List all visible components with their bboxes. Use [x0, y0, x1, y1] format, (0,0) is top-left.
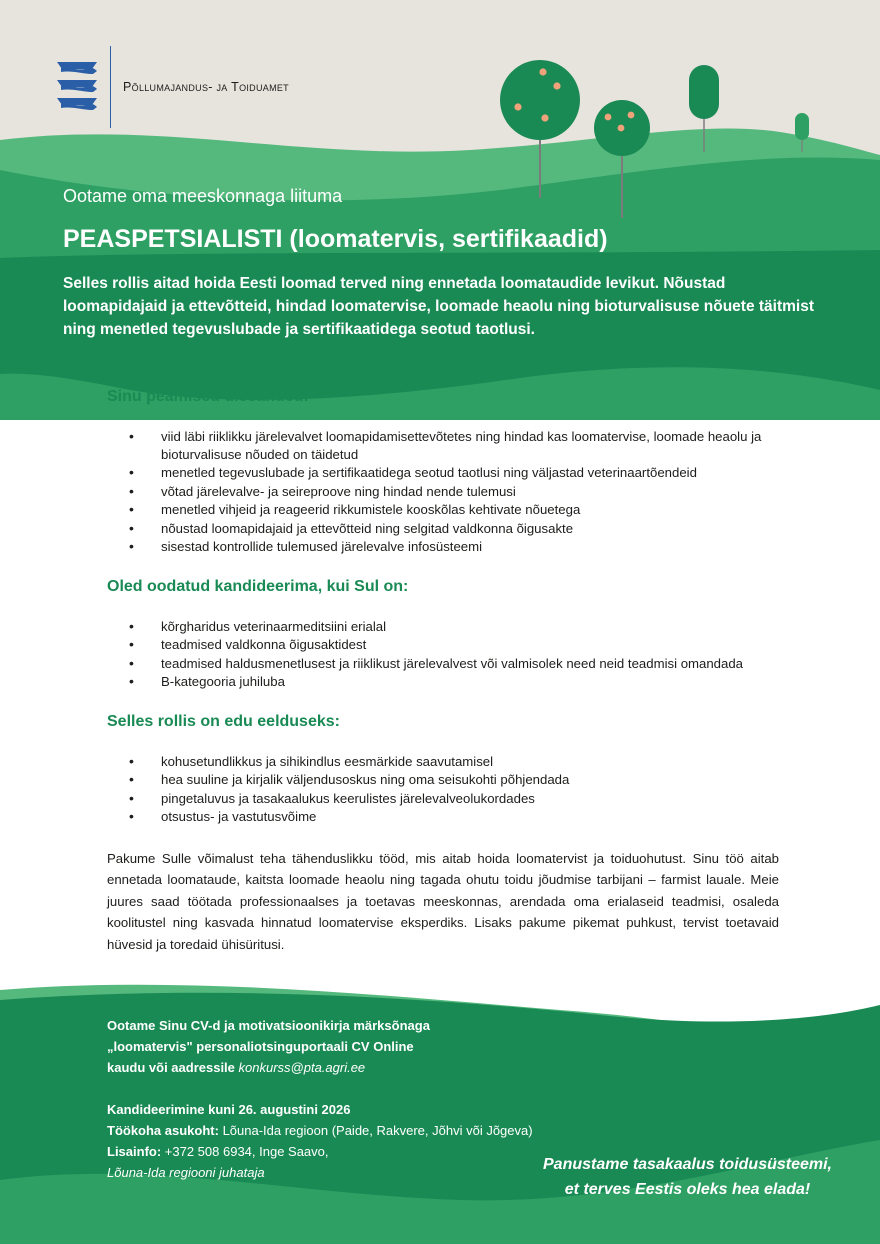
list-item: • menetled vihjeid ja reageerid rikkumistele kooskõlas kehtivate nõuetega	[107, 501, 779, 519]
list-item: • otsustus- ja vastutusvõime	[107, 808, 779, 826]
list-item: • võtad järelevalve- ja seireproove ning hindad nende tulemusi	[107, 483, 779, 501]
list-item: • nõustad loomapidajaid ja ettevõtteid ning selgitad valdkonna õigusakte	[107, 520, 779, 538]
contact-info	[107, 1141, 547, 1162]
section-requirements	[107, 578, 779, 691]
location	[107, 1120, 547, 1141]
list-item: • teadmised valdkonna õigusaktidest	[107, 636, 779, 654]
list-item: • pingetaluvus ja tasakaalukus keerulistes järelevalveolukordades	[107, 790, 779, 808]
location-label: Töökoha asukoht:	[107, 1123, 219, 1138]
email-link[interactable]: konkurss@pta.agri.ee	[238, 1060, 366, 1075]
apply-line	[107, 1057, 547, 1078]
contact-role: Lõuna-Ida regiooni juhataja	[107, 1165, 265, 1180]
section-heading: Sinu peamised ülesanded:	[107, 388, 309, 405]
info-label: Lisainfo:	[107, 1144, 162, 1159]
apply-line: „loomatervis" personaliotsinguportaali CV Online	[107, 1039, 414, 1054]
section-heading: Selles rollis on edu eelduseks:	[107, 712, 340, 730]
section-tasks	[107, 388, 779, 556]
list-item: • kohusetundlikkus ja sihikindlus eesmärkide saavutamisel	[107, 753, 779, 771]
three-lions-coat-of-arms-icon	[55, 58, 101, 118]
apply-line: Ootame Sinu CV-d ja motivatsioonikirja märksõnaga	[107, 1018, 430, 1033]
tasks-list	[107, 428, 779, 556]
list-item: • sisestad kontrollide tulemused järelevalve infosüsteemi	[107, 538, 779, 556]
application-info	[107, 1015, 547, 1183]
success-factors-list	[107, 753, 779, 826]
info-value: +372 508 6934, Inge Saavo,	[161, 1144, 329, 1159]
slogan-line: Panustame tasakaalus toidusüsteemi,	[543, 1156, 832, 1173]
list-item: • viid läbi riiklikku järelevalvet loomapidamisettevõtetes ning hindad kas loomatervise, loomade heaolu ja bioturvalisuse nõuded on täidetud	[107, 428, 779, 463]
organization-name: Põllumajandus- ja Toiduamet	[123, 80, 289, 94]
list-item: • B-kategooria juhiluba	[107, 673, 779, 691]
slogan-line: et terves Eestis oleks hea elada!	[564, 1181, 811, 1198]
section-success-factors	[107, 713, 779, 826]
hero-lead: Selles rollis aitad hoida Eesti loomad terved ning ennetada loomataudide levikut. Nõustad loomapidajaid ja ettevõtteid, hindad loomatervise, loomade heaolu ning bioturvalisuse nõuete täitmist ning menetled tegevuslubade ja sertifikaatidega seotud taotlusi.	[63, 275, 815, 338]
list-item: • hea suuline ja kirjalik väljendusoskus ning oma seisukohti põhjendada	[107, 771, 779, 789]
list-item: • teadmised haldusmenetlusest ja riiklikust järelevalvest või valmisolek need neid teadmisi omandada	[107, 655, 779, 673]
offer-paragraph: Pakume Sulle võimalust teha tähenduslikku tööd, mis aitab hoida loomatervist ja toiduohutust. Sinu töö aitab ennetada loomataude, kaitsta loomade heaolu ning tagada ohutu toidu jõudmise tarbijani – farmist lauale. Meie juures saad töötada professionaalses ja toetavas meeskonnas, arendada oma erialaseid teadmisi, osaleda koolitustel ning kasvada hinnatud loomatervise eksperdiks. Lisaks pakume pikemat puhkust, tervist toetavaid hüvesid ja toredaid ühisüritusi.	[107, 850, 779, 952]
deadline: Kandideerimine kuni 26. augustini 2026	[107, 1102, 351, 1117]
list-item: • menetled tegevuslubade ja sertifikaatidega seotud taotlusi ning väljastad veterinaartõendeid	[107, 464, 779, 482]
hero-intro: Ootame oma meeskonnaga liituma	[63, 186, 343, 206]
job-title: PEASPETSIALISTI (loomatervis, sertifikaadid)	[63, 225, 608, 253]
main-content	[107, 388, 779, 955]
slogan	[520, 1152, 855, 1202]
requirements-list	[107, 618, 779, 691]
section-heading: Oled oodatud kandideerima, kui Sul on:	[107, 577, 409, 595]
spacer	[107, 1078, 547, 1099]
location-value: Lõuna-Ida regioon (Paide, Rakvere, Jõhvi või Jõgeva)	[218, 1123, 533, 1138]
logo-divider	[110, 46, 111, 128]
apply-line-prefix: kaudu või aadressile	[107, 1060, 239, 1075]
list-item: • kõrgharidus veterinaarmeditsiini erialal	[107, 618, 779, 636]
